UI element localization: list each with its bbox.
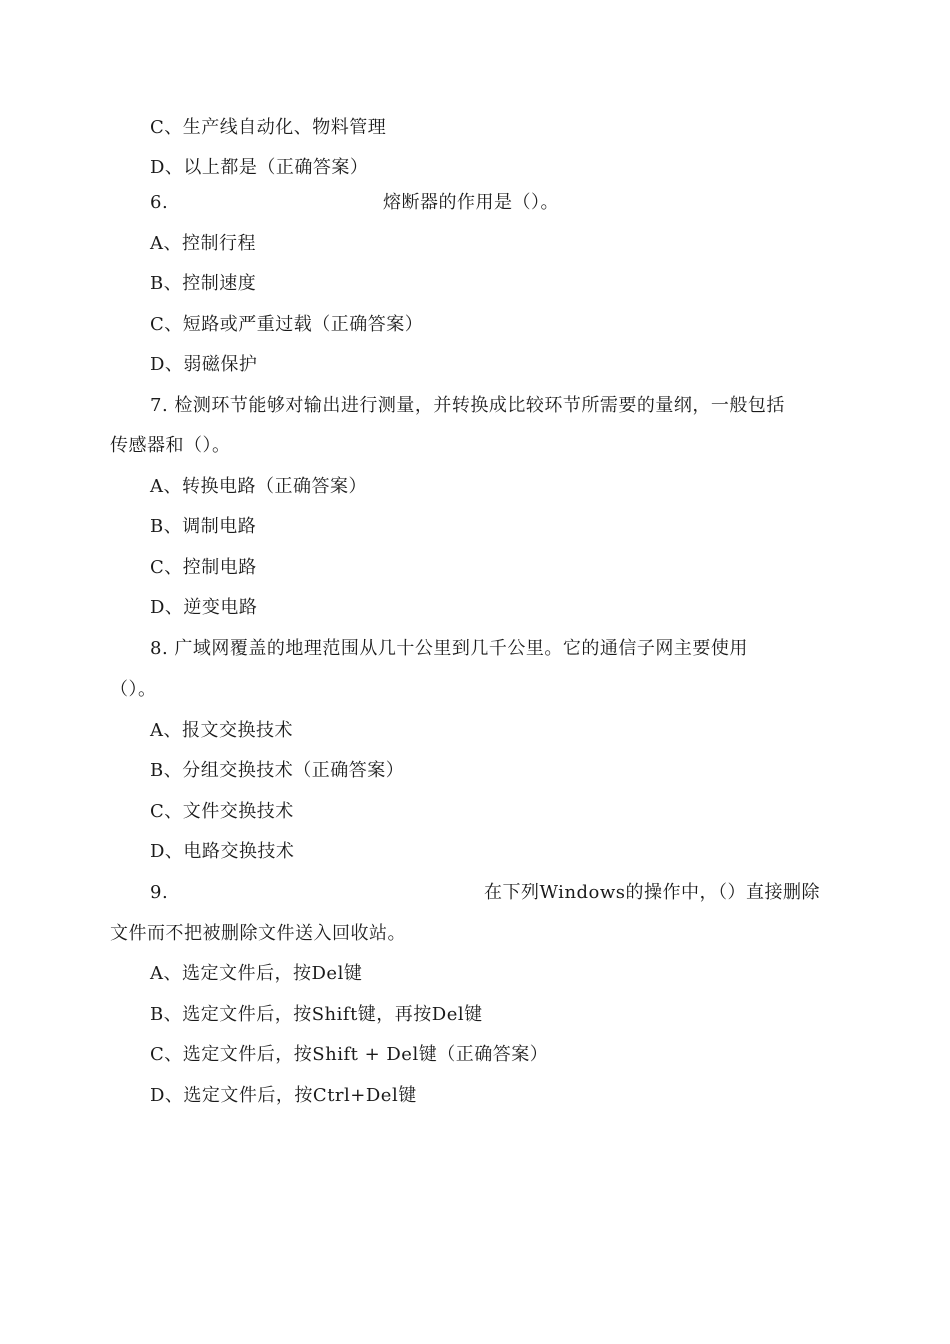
q8-option-c: C、文件交换技术 — [150, 801, 294, 822]
q7-question-line2: 传感器和（）。 — [110, 435, 231, 456]
q9-question-line2: 文件而不把被删除文件送入回收站。 — [110, 923, 406, 944]
q9-number: 9. — [150, 882, 169, 903]
q7-option-a: A、转换电路（正确答案） — [150, 476, 367, 497]
q8-option-a: A、报文交换技术 — [150, 720, 293, 741]
q9-question-line1: 在下列Windows的操作中，（）直接删除 — [484, 882, 821, 903]
q6-option-b: B、控制速度 — [150, 273, 257, 294]
q9-option-c: C、选定文件后，按Shift + Del键（正确答案） — [150, 1044, 549, 1065]
q6-question: 熔断器的作用是（）。 — [383, 192, 559, 213]
q7-option-b: B、调制电路 — [150, 516, 257, 537]
q9-option-b: B、选定文件后，按Shift键，再按Del键 — [150, 1004, 483, 1025]
q7-option-d: D、逆变电路 — [150, 597, 258, 618]
q8-question-line1: 8. 广域网覆盖的地理范围从几十公里到几千公里。它的通信子网主要使用 — [150, 638, 748, 659]
q6-option-a: A、控制行程 — [150, 233, 256, 254]
q5-option-c: C、生产线自动化、物料管理 — [150, 117, 387, 138]
q9-option-a: A、选定文件后，按Del键 — [150, 963, 363, 984]
q6-option-c: C、短路或严重过载（正确答案） — [150, 314, 424, 335]
q5-option-d: D、以上都是（正确答案） — [150, 157, 369, 178]
q8-option-b: B、分组交换技术（正确答案） — [150, 760, 405, 781]
q8-option-d: D、电路交换技术 — [150, 841, 295, 862]
q7-option-c: C、控制电路 — [150, 557, 257, 578]
q9-option-d: D、选定文件后，按Ctrl+Del键 — [150, 1085, 417, 1106]
q7-question-line1: 7. 检测环节能够对输出进行测量，并转换成比较环节所需要的量纲，一般包括 — [150, 395, 785, 416]
q8-question-line2: （）。 — [110, 679, 157, 700]
q6-number: 6. — [150, 192, 169, 213]
q6-option-d: D、弱磁保护 — [150, 354, 258, 375]
